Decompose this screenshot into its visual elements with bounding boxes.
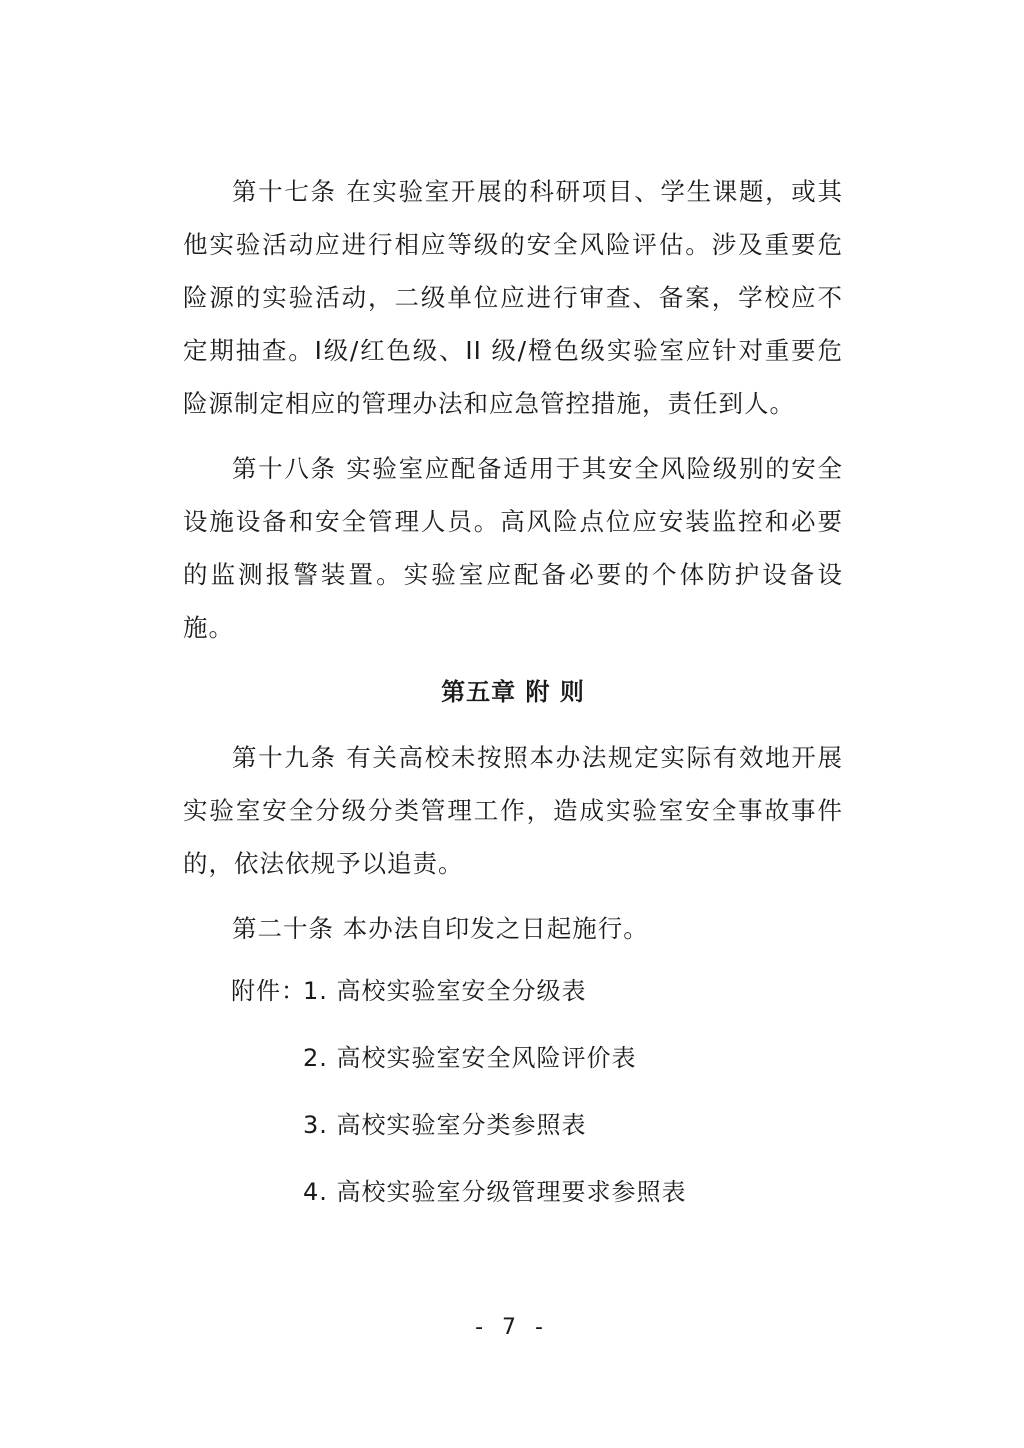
attachment-text: 2. 高校实验室安全风险评价表 <box>303 1044 637 1072</box>
attachment-item-1 <box>231 965 687 1032</box>
article-18: 第十八条 实验室应配备适用于其安全风险级别的安全设施设备和安全管理人员。高风险点位应安装监控和必要的监测报警装置。实验室应配备必要的个体防护设备设施。 <box>183 454 843 642</box>
document-body <box>183 165 843 967</box>
article-19: 第十九条 有关高校未按照本办法规定实际有效地开展实验室安全分级分类管理工作，造成实验室安全事故事件的，依法依规予以追责。 <box>183 743 843 878</box>
attachment-item-3 <box>231 1099 687 1166</box>
attachment-text: 1. 高校实验室安全分级表 <box>303 977 587 1005</box>
page-number: - 7 - <box>475 1315 549 1340</box>
article-20: 第二十条 本办法自印发之日起施行。 <box>232 914 649 943</box>
attachments-label: 附件： <box>231 977 306 1005</box>
attachment-text: 3. 高校实验室分类参照表 <box>303 1111 587 1139</box>
attachment-text: 4. 高校实验室分级管理要求参照表 <box>303 1178 687 1206</box>
attachment-item-4 <box>231 1166 687 1233</box>
attachment-item-2 <box>231 1032 687 1099</box>
attachments-list <box>231 965 687 1233</box>
article-17: 第十七条 在实验室开展的科研项目、学生课题，或其他实验活动应进行相应等级的安全风险评估。涉及重要危险源的实验活动，二级单位应进行审查、备案，学校应不定期抽查。I级/红色级、II 级/橙色级实验室应针对重要危险源制定相应的管理办法和应急管控措施，责任到人。 <box>183 177 843 418</box>
chapter-title: 第五章 附 则 <box>441 678 585 706</box>
